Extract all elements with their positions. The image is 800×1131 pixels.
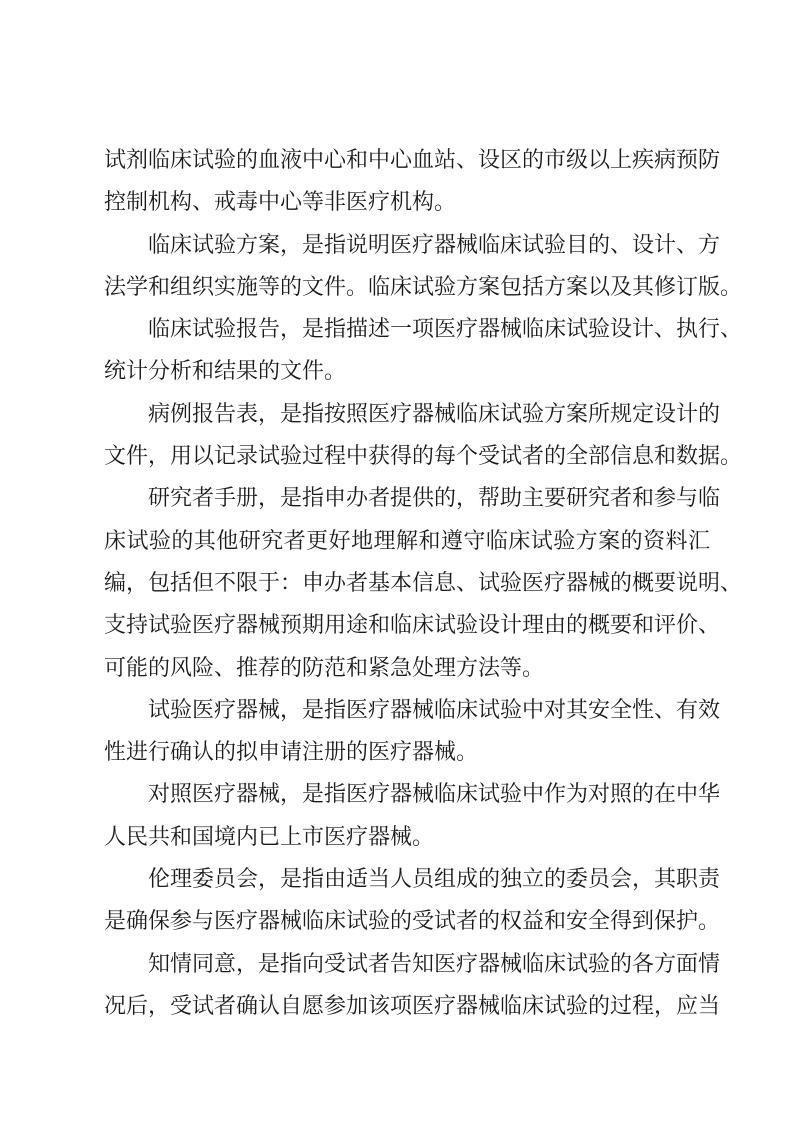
paragraph bbox=[104, 859, 721, 944]
paragraph bbox=[104, 140, 721, 225]
text-line: 对照医疗器械，是指医疗器械临床试验中作为对照的在中华 bbox=[148, 782, 721, 808]
text-line: 统计分析和结果的文件。 bbox=[104, 359, 347, 385]
text-line: 临床试验报告，是指描述一项医疗器械临床试验设计、执行、 bbox=[148, 317, 743, 343]
text-line: 知情同意，是指向受试者告知医疗器械临床试验的各方面情 bbox=[148, 951, 721, 977]
text-line: 编，包括但不限于：申办者基本信息、试验医疗器械的概要说明、 bbox=[104, 570, 743, 596]
paragraph bbox=[104, 309, 743, 394]
body-text bbox=[104, 140, 743, 1028]
text-line: 试剂临床试验的血液中心和中心血站、设区的市级以上疾病预防 bbox=[104, 148, 721, 173]
text-line: 伦理委员会，是指由适当人员组成的独立的委员会，其职责 bbox=[148, 867, 721, 893]
text-line: 可能的风险、推荐的防范和紧急处理方法等。 bbox=[104, 655, 545, 681]
text-line: 文件，用以记录试验过程中获得的每个受试者的全部信息和数据。 bbox=[104, 444, 743, 470]
paragraph bbox=[104, 774, 721, 859]
text-line: 法学和组织实施等的文件。临床试验方案包括方案以及其修订版。 bbox=[104, 274, 743, 300]
paragraph bbox=[104, 394, 743, 479]
text-line: 研究者手册，是指申办者提供的，帮助主要研究者和参与临 bbox=[148, 486, 721, 512]
text-line: 控制机构、戒毒中心等非医疗机构。 bbox=[104, 190, 457, 216]
text-line: 试验医疗器械，是指医疗器械临床试验中对其安全性、有效 bbox=[148, 697, 721, 723]
text-line: 临床试验方案，是指说明医疗器械临床试验目的、设计、方 bbox=[148, 232, 721, 258]
text-line: 是确保参与医疗器械临床试验的受试者的权益和安全得到保护。 bbox=[104, 909, 721, 935]
text-line: 人民共和国境内已上市医疗器械。 bbox=[104, 824, 435, 850]
text-line: 床试验的其他研究者更好地理解和遵守临床试验方案的资料汇 bbox=[104, 528, 710, 554]
text-line: 病例报告表，是指按照医疗器械临床试验方案所规定设计的 bbox=[148, 401, 721, 427]
paragraph bbox=[104, 690, 721, 775]
text-line: 性进行确认的拟申请注册的医疗器械。 bbox=[104, 740, 479, 766]
paragraph bbox=[104, 944, 721, 1029]
paragraph bbox=[104, 225, 743, 310]
paragraph bbox=[104, 478, 743, 689]
text-line: 支持试验医疗器械预期用途和临床试验设计理由的概要和评价、 bbox=[104, 613, 721, 639]
text-line: 况后，受试者确认自愿参加该项医疗器械临床试验的过程，应当 bbox=[104, 993, 721, 1019]
